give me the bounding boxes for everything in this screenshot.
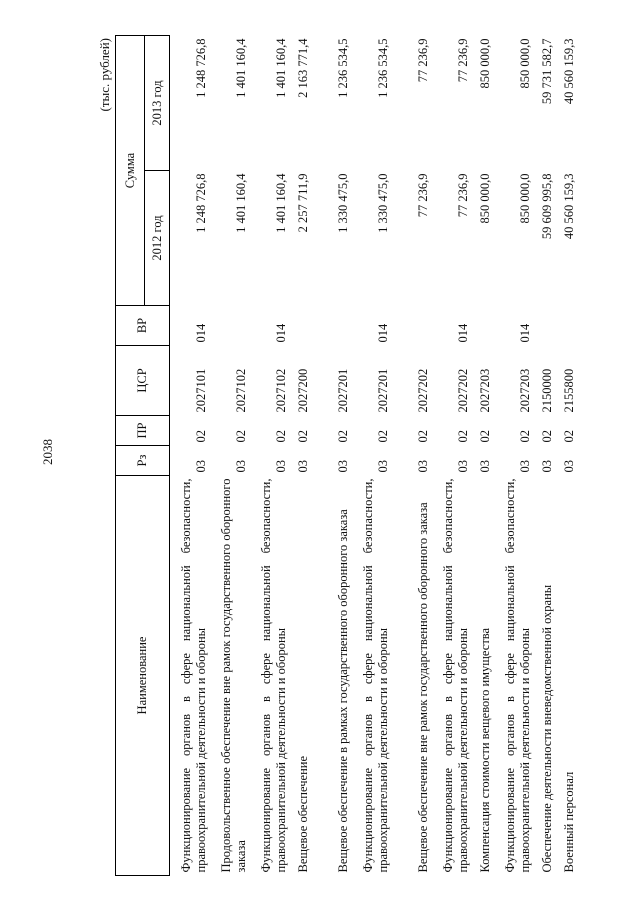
row-vr (556, 306, 578, 346)
row-pr: 02 (416, 430, 430, 443)
row-sum-2012: 77 236,9 (416, 173, 430, 218)
row-csr: 2027202 (416, 368, 430, 413)
row-csr: 2150000 (540, 368, 554, 413)
row-rz: 03 (518, 460, 532, 473)
row-sum-2012: 59 609 995,8 (540, 173, 554, 240)
table-row (534, 36, 556, 876)
row-rz: 03 (376, 460, 390, 473)
header-pr: ПР (116, 416, 170, 446)
row-vr (312, 306, 352, 346)
header-vr: ВР (116, 306, 170, 346)
header-rz: Рз (116, 446, 170, 476)
row-pr: 02 (456, 430, 470, 443)
row-sum-2013: 77 236,9 (416, 38, 430, 83)
row-name: Вещевое обеспечение вне рамок государственного оборонного заказа (416, 502, 430, 873)
table-row (432, 36, 472, 876)
header-name: Наименование (116, 476, 170, 876)
header-sum: Сумма (116, 36, 145, 306)
row-name: Обеспечение деятельности вневедомственной охраны (540, 584, 554, 873)
row-rz: 03 (336, 460, 350, 473)
table-row (312, 36, 352, 876)
row-sum-2012: 77 236,9 (456, 173, 470, 218)
table-row (494, 36, 534, 876)
row-vr: 014 (274, 323, 288, 343)
row-csr: 2027102 (234, 368, 248, 413)
rotated-page-content (95, 36, 615, 876)
row-sum-2012: 1 330 475,0 (336, 173, 350, 233)
row-sum-2013: 59 731 582,7 (540, 38, 554, 105)
row-csr: 2027200 (296, 368, 310, 413)
header-year-2012: 2012 год (145, 171, 170, 306)
row-sum-2013: 1 248 726,8 (194, 38, 208, 98)
row-csr: 2027101 (194, 368, 208, 413)
row-sum-2013: 2 163 771,4 (296, 38, 310, 98)
row-rz: 03 (416, 460, 430, 473)
row-sum-2012: 850 000,0 (478, 173, 492, 224)
row-pr: 02 (540, 430, 554, 443)
row-csr: 2027202 (456, 368, 470, 413)
row-sum-2013: 1 401 160,4 (234, 38, 248, 98)
table-row (210, 36, 250, 876)
row-rz: 03 (478, 460, 492, 473)
row-rz: 03 (194, 460, 208, 473)
row-name: Функционирование органов в сфере национальной безопасности, правоохранительной деятельности и обороны (179, 478, 208, 873)
row-pr: 02 (562, 430, 576, 443)
row-sum-2013: 77 236,9 (456, 38, 470, 83)
row-pr: 02 (336, 430, 350, 443)
row-pr: 02 (296, 430, 310, 443)
row-name: Функционирование органов в сфере национальной безопасности, правоохранительной деятельности и обороны (503, 478, 532, 873)
row-sum-2012: 1 330 475,0 (376, 173, 390, 233)
row-rz: 03 (456, 460, 470, 473)
row-sum-2013: 40 560 159,3 (562, 38, 576, 105)
row-sum-2013: 1 236 534,5 (336, 38, 350, 98)
header-year-2013: 2013 год (145, 36, 170, 171)
row-sum-2012: 1 401 160,4 (274, 173, 288, 233)
header-row (116, 36, 145, 876)
row-pr: 02 (234, 430, 248, 443)
row-sum-2013: 1 401 160,4 (274, 38, 288, 98)
row-name: Функционирование органов в сфере национальной безопасности, правоохранительной деятельности и обороны (259, 478, 288, 873)
row-vr (290, 306, 312, 346)
row-rz: 03 (296, 460, 310, 473)
header-csr: ЦСР (116, 346, 170, 416)
table-row (170, 36, 211, 876)
row-sum-2013: 850 000,0 (478, 38, 492, 89)
row-pr: 02 (478, 430, 492, 443)
row-csr: 2027201 (376, 368, 390, 413)
row-csr: 2027203 (518, 368, 532, 413)
row-vr (472, 306, 494, 346)
row-csr: 2027203 (478, 368, 492, 413)
row-vr (392, 306, 432, 346)
row-rz: 03 (562, 460, 576, 473)
table-row (472, 36, 494, 876)
row-name: Продовольственное обеспечение вне рамок государственного оборонного заказа (219, 478, 248, 873)
table-row (250, 36, 290, 876)
row-rz: 03 (274, 460, 288, 473)
row-sum-2012: 40 560 159,3 (562, 173, 576, 240)
row-vr: 014 (456, 323, 470, 343)
table-row (392, 36, 432, 876)
row-pr: 02 (194, 430, 208, 443)
row-rz: 03 (540, 460, 554, 473)
page-number: 2038 (40, 439, 55, 465)
row-vr (210, 306, 250, 346)
row-sum-2013: 1 236 534,5 (376, 38, 390, 98)
row-vr: 014 (376, 323, 390, 343)
row-name: Вещевое обеспечение (296, 756, 310, 873)
table-row (352, 36, 392, 876)
row-pr: 02 (376, 430, 390, 443)
row-name: Военный персонал (562, 771, 576, 873)
table-body (170, 36, 579, 876)
row-rz: 03 (234, 460, 248, 473)
row-sum-2012: 1 401 160,4 (234, 173, 248, 233)
row-vr: 014 (518, 323, 532, 343)
row-sum-2012: 850 000,0 (518, 173, 532, 224)
row-pr: 02 (518, 430, 532, 443)
budget-table (115, 35, 578, 876)
row-name: Функционирование органов в сфере национальной безопасности, правоохранительной деятельности и обороны (361, 478, 390, 873)
row-vr (534, 306, 556, 346)
row-sum-2012: 2 257 711,9 (296, 173, 310, 233)
row-csr: 2027201 (336, 368, 350, 413)
table-row (556, 36, 578, 876)
table-row (290, 36, 312, 876)
row-sum-2012: 1 248 726,8 (194, 173, 208, 233)
row-name: Функционирование органов в сфере национальной безопасности, правоохранительной деятельности и обороны (441, 478, 470, 873)
row-pr: 02 (274, 430, 288, 443)
row-name: Вещевое обеспечение в рамках государственного оборонного заказа (336, 509, 350, 873)
row-csr: 2155800 (562, 368, 576, 413)
row-name: Компенсация стоимости вещевого имущества (478, 627, 492, 873)
row-vr: 014 (194, 323, 208, 343)
row-csr: 2027102 (274, 368, 288, 413)
units-note: (тыс. рублей) (97, 38, 112, 112)
row-sum-2013: 850 000,0 (518, 38, 532, 89)
